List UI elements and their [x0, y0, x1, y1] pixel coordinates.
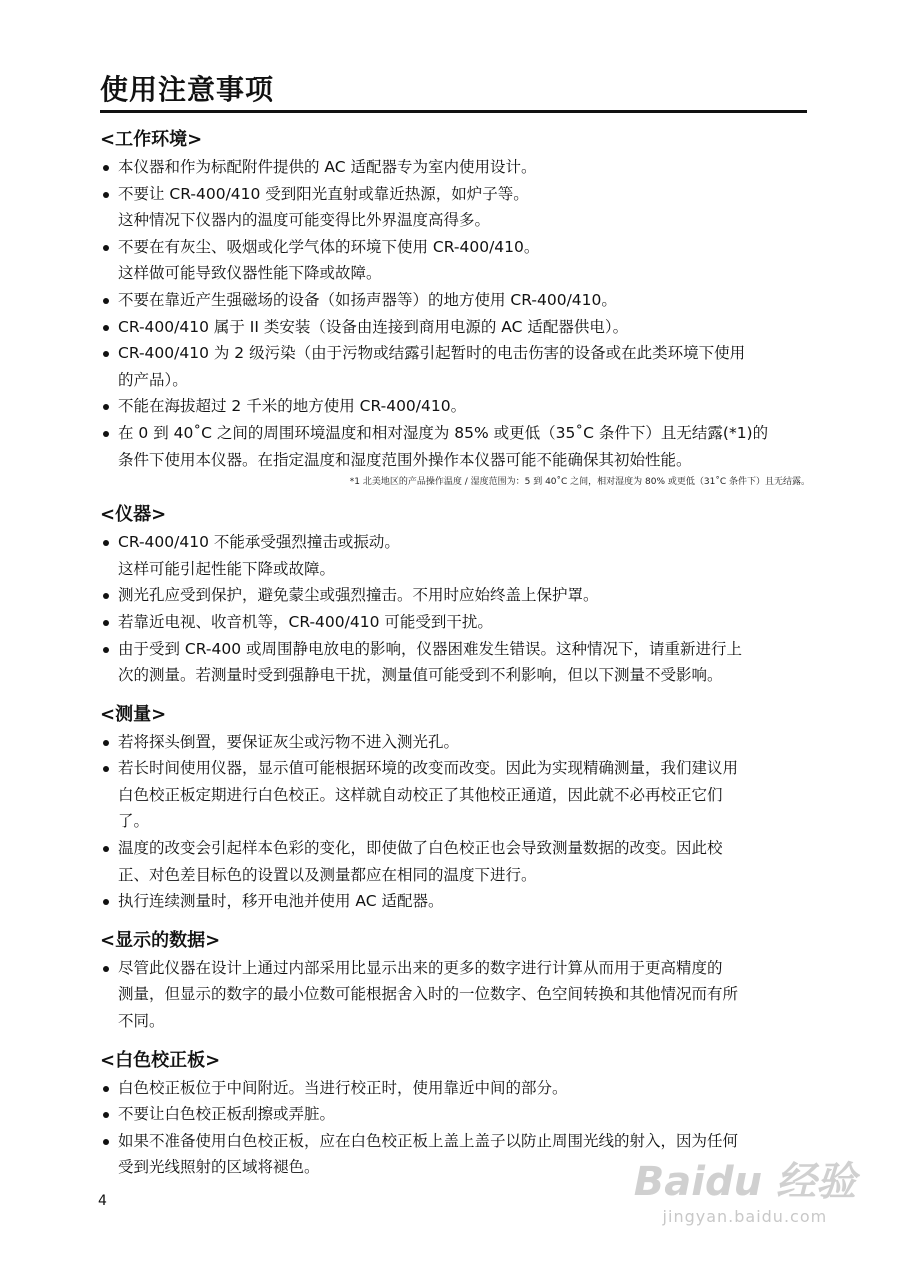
item-text-line: 不要让白色校正板刮擦或弄脏。 — [118, 1105, 336, 1124]
item-text-line: CR-400/410 不能承受强烈撞击或振动。 — [118, 533, 400, 552]
section — [100, 701, 810, 915]
item-text-line: 若长时间使用仪器，显示值可能根据环境的改变而改变。因此为实现精确测量，我们建议用 — [118, 759, 739, 778]
bullet-item — [100, 835, 810, 888]
section — [100, 501, 810, 689]
item-text-line: 温度的改变会引起样本色彩的变化，即使做了白色校正也会导致测量数据的改变。因此校 — [118, 839, 723, 858]
item-text-line: CR-400/410 属于 II 类安装（设备由连接到商用电源的 AC 适配器供电）。 — [118, 317, 629, 336]
section-heading: <显示的数据> — [100, 929, 221, 951]
bullet-item — [100, 420, 810, 473]
bullet-item — [100, 393, 810, 420]
title-divider — [100, 110, 807, 113]
item-text-line: 尽管此仪器在设计上通过内部采用比显示出来的更多的数字进行计算从而用于更高精度的 — [118, 958, 723, 977]
section-heading: <测量> — [100, 703, 167, 725]
item-text-line: 不要在靠近产生强磁场的设备（如扬声器等）的地方使用 CR-400/410。 — [118, 290, 617, 309]
bullet-item — [100, 955, 810, 1035]
item-text-line: 次的测量。若测量时受到强静电干扰，测量值可能受到不利影响，但以下测量不受影响。 — [118, 666, 723, 685]
item-text-line: 白色校正板位于中间附近。当进行校正时，使用靠近中间的部分。 — [118, 1078, 568, 1097]
item-text-line: 不要让 CR-400/410 受到阳光直射或靠近热源，如炉子等。 — [118, 184, 529, 203]
item-text-line: 在 0 到 40˚C 之间的周围环境温度和相对湿度为 85% 或更低（35˚C 条件下）且无结露(*1)的 — [118, 423, 769, 442]
bullet-item — [100, 1101, 810, 1128]
item-text-line: 如果不准备使用白色校正板，应在白色校正板上盖上盖子以防止周围光线的射入，因为任何 — [118, 1131, 739, 1150]
footnote: *1 北美地区的产品操作温度 / 湿度范围为：5 到 40˚C 之间，相对湿度为 80% 或更低（31˚C 条件下）且无结露。 — [349, 477, 810, 488]
item-text-line: 测量，但显示的数字的最小位数可能根据舍入时的一位数字、色空间转换和其他情况而有所 — [118, 985, 739, 1004]
item-text-line: 这种情况下仪器内的温度可能变得比外界温度高得多。 — [118, 211, 491, 230]
watermark-url: jingyan.baidu.com — [662, 1207, 828, 1226]
bullet-item — [100, 755, 810, 835]
content — [100, 120, 810, 1193]
bullet-item — [100, 154, 810, 181]
section-heading: <工作环境> — [100, 129, 203, 150]
item-text-line: 这样可能引起性能下降或故障。 — [118, 559, 336, 578]
item-text-line: 条件下使用本仪器。在指定温度和湿度范围外操作本仪器可能不能确保其初始性能。 — [118, 450, 692, 469]
bullet-item — [100, 609, 810, 636]
section-heading: <白色校正板> — [100, 1049, 221, 1071]
section — [100, 927, 810, 1035]
item-text-line: 正、对色差目标色的设置以及测量都应在相同的温度下进行。 — [118, 865, 537, 884]
bullet-item — [100, 314, 810, 341]
item-text-line: 的产品）。 — [118, 370, 188, 389]
item-text-line: CR-400/410 为 2 级污染（由于污物或结露引起暂时的电击伤害的设备或在此类环境下使用 — [118, 344, 746, 363]
page-number: 4 — [98, 1193, 107, 1209]
item-text-line: 不要在有灰尘、吸烟或化学气体的环境下使用 CR-400/410。 — [118, 237, 540, 256]
item-text-line: 白色校正板定期进行白色校正。这样就自动校正了其他校正通道，因此就不必再校正它们 — [118, 785, 723, 804]
watermark — [634, 1150, 856, 1226]
bullet-item — [100, 888, 810, 915]
bullet-item — [100, 529, 810, 582]
bullet-item — [100, 234, 810, 287]
watermark-logo: Baidu 经验 — [633, 1159, 856, 1205]
item-text-line: 这样做可能导致仪器性能下降或故障。 — [118, 264, 382, 283]
item-text-line: 受到光线照射的区域将褪色。 — [118, 1158, 320, 1177]
bullet-item — [100, 340, 810, 393]
page-title: 使用注意事项 — [100, 73, 275, 106]
item-text-line: 不能在海拔超过 2 千米的地方使用 CR-400/410。 — [118, 397, 467, 416]
bullet-item — [100, 636, 810, 689]
item-text-line: 测光孔应受到保护，避免蒙尘或强烈撞击。不用时应始终盖上保护罩。 — [118, 586, 599, 605]
item-text-line: 了。 — [118, 812, 150, 831]
item-text-line: 本仪器和作为标配附件提供的 AC 适配器专为室内使用设计。 — [118, 158, 537, 176]
section — [100, 126, 810, 489]
item-text-line: 若靠近电视、收音机等，CR-400/410 可能受到干扰。 — [118, 612, 493, 631]
item-text-line: 不同。 — [118, 1012, 165, 1031]
item-text-line: 执行连续测量时，移开电池并使用 AC 适配器。 — [118, 892, 444, 911]
section-heading: <仪器> — [100, 504, 167, 526]
item-text-line: 由于受到 CR-400 或周围静电放电的影响，仪器困难发生错误。这种情况下，请重新进行上 — [118, 639, 742, 658]
bullet-item — [100, 181, 810, 234]
bullet-item — [100, 582, 810, 609]
bullet-item — [100, 729, 810, 756]
item-text-line: 若将探头倒置，要保证灰尘或污物不进入测光孔。 — [118, 732, 460, 751]
bullet-item — [100, 1075, 810, 1102]
bullet-item — [100, 287, 810, 314]
